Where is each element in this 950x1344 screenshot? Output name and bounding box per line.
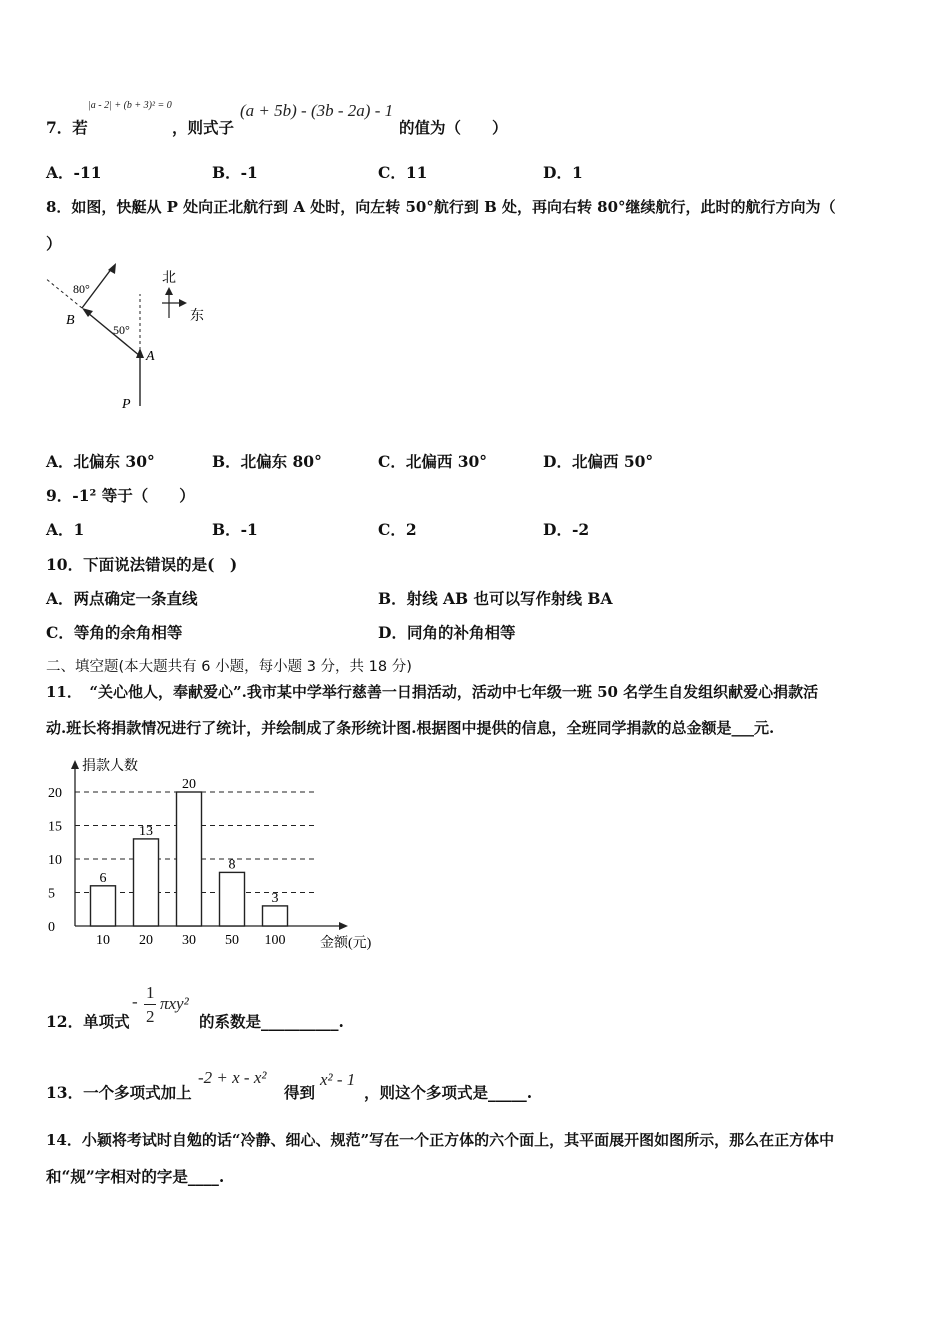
bar-value-label-100: 3 [271,890,279,906]
q10-option-a: A．两点确定一条直线 [46,589,198,608]
q7-option-c: C．11 [378,163,428,182]
q12-numerator: 1 [146,983,155,1002]
q11-line2: 动.班长将捐款情况进行了统计，并绘制成了条形统计图.根据图中提供的信息，全班同学捐款的总金额是___元. [46,719,775,737]
x-tick-label-20: 20 [139,933,153,948]
q8-text-line1: 8．如图，快艇从 P 处向正北航行到 A 处时，向左转 50°航行到 B 处，再向右转 80°继续航行，此时的航行方向为（ [46,198,836,216]
q8-option-a: A．北偏东 30° [46,452,155,471]
compass-east-label: 东 [190,309,204,324]
bar-value-label-30: 20 [182,777,196,792]
q14-line1: 14．小颖将考试时自勉的话“冷静、细心、规范”写在一个正方体的六个面上，其平面展开图如图所示，那么在正方体中 [46,1131,835,1149]
y-tick-label-15: 15 [48,819,62,835]
q10-option-d: D．同角的补角相等 [378,623,516,642]
q9-option-d: D．-2 [543,520,590,539]
q7-tail: 的值为（ ） [399,118,508,137]
bar-20 [134,839,159,926]
point-p-label: P [122,397,131,412]
q7-condition: |a - 2| + (b + 3)² = 0 [88,100,172,111]
q8-text-line2: ） [46,234,62,253]
q9-option-a: A．1 [46,520,85,539]
q13-prefix: 13．一个多项式加上 [46,1083,192,1102]
q13-expr1: -2 + x - x² [198,1068,267,1087]
q13-mid: 得到 [284,1083,316,1102]
x-tick-label-10: 10 [96,933,110,948]
section-title: 二、填空题(本大题共有 6 小题，每小题 3 分，共 18 分) [46,659,412,675]
bar-50 [220,872,245,926]
x-tick-label-50: 50 [225,933,239,948]
y-tick-label-10: 10 [48,853,62,868]
y-axis-label: 捐款人数 [82,759,138,774]
point-a-label: A [146,349,155,364]
x-axis-label: 金额(元) [320,936,372,951]
y-axis-arrow-icon [71,760,79,769]
q7-mid-text: ，则式子 [172,118,235,137]
q9-option-b: B．-1 [212,520,258,539]
bar-30 [177,792,202,926]
x-tick-label-30: 30 [182,933,196,948]
q9-option-c: C．2 [378,520,417,539]
q10-option-c: C．等角的余角相等 [46,623,183,642]
q7-number: 7．若 [46,118,88,137]
q8-option-d: D．北偏西 50° [543,452,654,471]
q10-text: 10．下面说法错误的是( ) [46,555,238,574]
bar-100 [263,906,288,926]
y-tick-label-5: 5 [48,886,55,902]
angle-50-label: 50° [113,323,130,337]
compass-north-arrow-icon [165,287,173,295]
q8-option-b: B．北偏东 80° [212,452,322,471]
q12-fraction-bar [144,1004,156,1005]
q12-denominator: 2 [146,1007,155,1026]
angle-80-label: 80° [73,282,90,296]
q9-text: 9．-1² 等于（ ） [46,486,195,505]
x-axis-arrow-icon [339,922,348,930]
q7-option-d: D．1 [543,163,583,182]
q12-minus: - [132,992,138,1011]
compass-east-arrow-icon [179,299,187,307]
q7-expression: (a + 5b) - (3b - 2a) - 1 [240,101,394,120]
q7-option-a: A．-11 [46,163,102,182]
bar-value-label-20: 13 [139,823,153,839]
bar-value-label-50: 8 [228,857,236,873]
bar-10 [91,886,116,926]
q14-line2: 和“规”字相对的字是____. [46,1167,225,1186]
q11-line1: 11． “关心他人，奉献爱心”.我市某中学举行慈善一日捐活动，活动中七年级一班 50 名学生自发组织献爱心捐款活 [46,683,819,701]
q13-expr2: x² - 1 [320,1070,356,1089]
q12-suffix: 的系数是__________. [199,1012,344,1031]
y-tick-label-20: 20 [48,786,62,801]
x-tick-label-100: 100 [264,933,286,948]
q11-bar-chart [40,750,390,960]
q13-suffix: ，则这个多项式是_____. [364,1083,533,1102]
y-tick-label-0: 0 [48,920,55,935]
q10-option-b: B．射线 AB 也可以写作射线 BA [378,589,613,608]
bar-value-label-10: 6 [99,870,107,886]
q12-prefix: 12．单项式 [46,1012,130,1031]
q12-term: πxy² [160,994,189,1013]
point-b-label: B [66,313,75,328]
q8-option-c: C．北偏西 30° [378,452,488,471]
compass-north-label: 北 [162,271,176,286]
q7-option-b: B．-1 [212,163,258,182]
q8-figure [40,258,220,414]
